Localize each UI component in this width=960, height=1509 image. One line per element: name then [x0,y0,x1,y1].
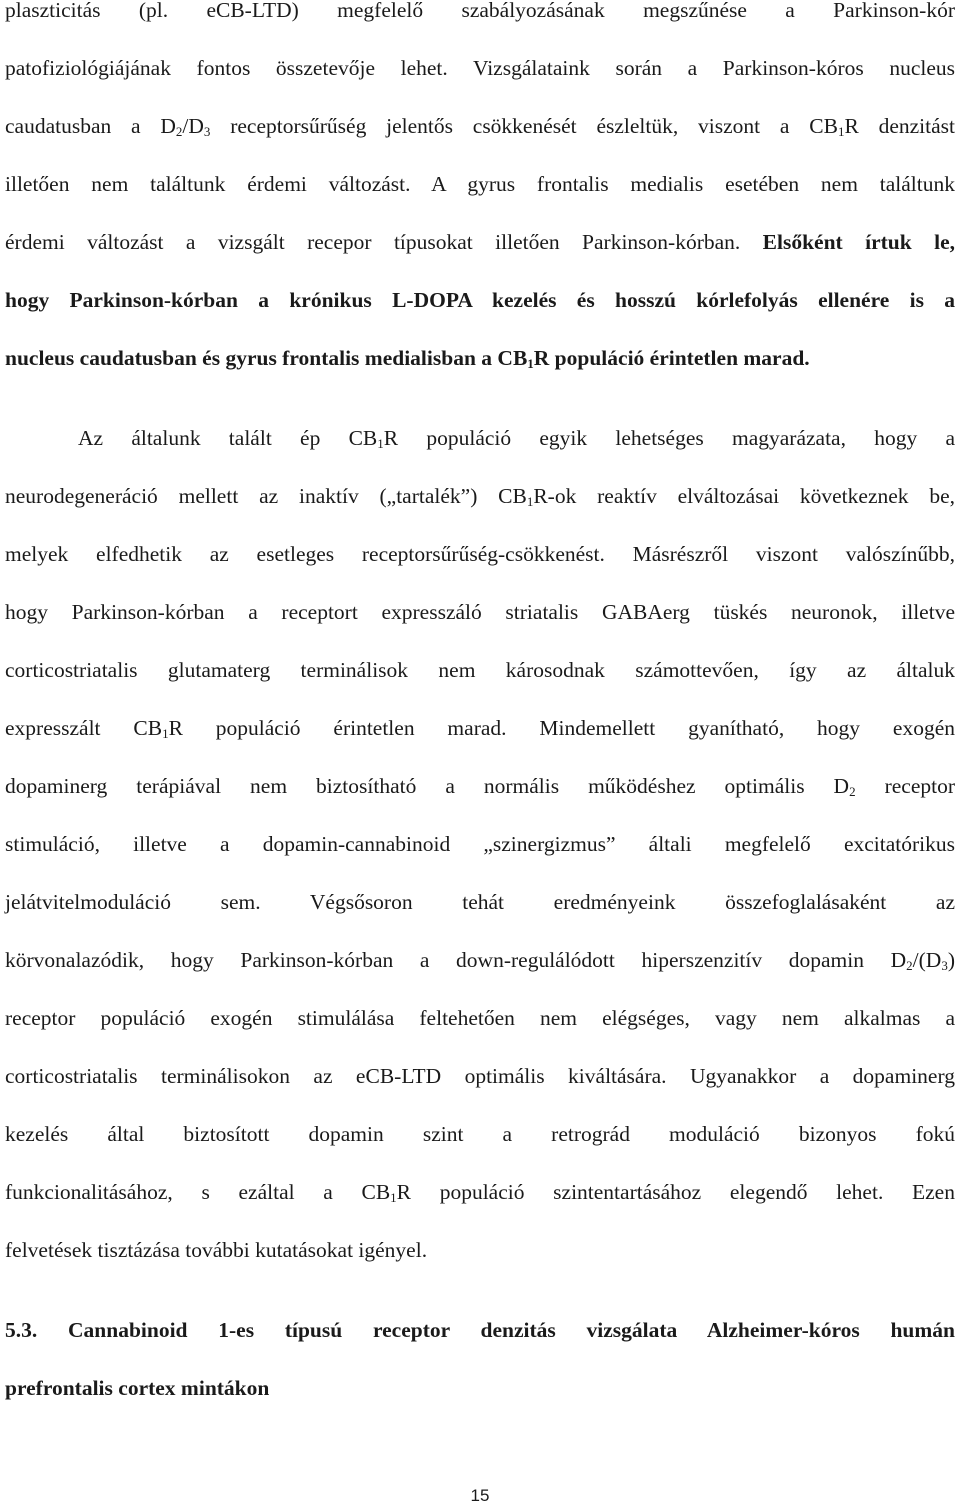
paragraph1-line4: illetően nem találtunk érdemi változást. A gyrus frontalis medialis esetében nem találtunk [5,172,955,196]
paragraph2-line11: receptor populáció exogén stimulálása feltehetően nem elégséges, vagy nem alkalmas a [5,1006,955,1030]
paragraph1-line2: patofiziológiájának fontos összetevője lehet. Vizsgálataink során a Parkinson-kóros nucleus [5,56,955,80]
paragraph2-line4: hogy Parkinson-kórban a receptort expresszáló striatalis GABAerg tüskés neuronok, illetve [5,600,955,624]
paragraph2-line5: corticostriatalis glutamaterg terminálisok nem károsodnak számottevően, így az általuk [5,658,955,682]
paragraph2-line10: körvonalazódik, hogy Parkinson-kórban a down-regulálódott hiperszenzitív dopamin $D_2/(D_3)$ [5,948,955,973]
paragraph2-line2: neurodegeneráció mellett az inaktív („tartalék”) $CB_1R-ok$ reaktív elváltozásai következnek be, [5,484,955,509]
paragraph1-line3: caudatusban a $D_2/D_3$ receptorsűrűség jelentős csökkenését észleltük, viszont a $CB_1R$ denzitást [5,114,955,139]
paragraph2-line7: dopaminerg terápiával nem biztosítható a normális működéshez optimális $D_2$ receptor [5,774,956,799]
paragraph2-line6: expresszált $CB_1R$ populáció érintetlen marad. Mindemellett gyanítható, hogy exogén [5,716,955,741]
paragraph1-line7: nucleus caudatusban és gyrus frontalis medialisban a $CB_1R$ populáció érintetlen marad. [5,346,810,371]
paragraph2-line9: jelátvitelmoduláció sem. Végsősoron tehát eredményeink összefoglalásaként az [5,890,955,914]
section-heading-line2: prefrontalis cortex mintákon [5,1376,270,1400]
paragraph1-line1: plaszticitás (pl. eCB-LTD) megfelelő szabályozásának megszűnése a Parkinson-kór [5,0,955,22]
paragraph2-line8: stimuláció, illetve a dopamin-cannabinoid „szinergizmus” általi megfelelő excitatórikus [5,832,955,856]
paragraph2-line3: melyek elfedhetik az esetleges receptorsűrűség-csökkenést. Másrészről viszont valószínűbb, [5,542,955,566]
paragraph2-line12: corticostriatalis terminálisokon az eCB-LTD optimális kiváltására. Ugyanakkor a dopaminerg [5,1064,955,1088]
paragraph2-line14: funkcionalitásához, s ezáltal a $CB_1R$ populáció szintentartásához elegendő lehet. Ezen [5,1180,955,1205]
paragraph2-line1: Az általunk talált ép $CB_1R$ populáció egyik lehetséges magyarázata, hogy a [78,426,955,451]
page-number: 15 [470,1486,490,1505]
paragraph2-line13: kezelés által biztosított dopamin szint a retrográd moduláció bizonyos fokú [5,1122,955,1146]
section-heading-line1: 5.3. Cannabinoid 1-es típusú receptor denzitás vizsgálata Alzheimer-kóros humán [5,1318,955,1342]
paragraph2-line15: felvetések tisztázása további kutatásokat igényel. [5,1238,428,1262]
paragraph1-line6: hogy Parkinson-kórban a krónikus L-DOPA kezelés és hosszú kórlefolyás ellenére is a [5,288,955,312]
emphasis-text: Elsőként írtuk le, [762,230,955,254]
paragraph1-line5: érdemi változást a vizsgált recepor típusokat illetően Parkinson-kórban. Elsőként írtuk le, [5,230,955,254]
